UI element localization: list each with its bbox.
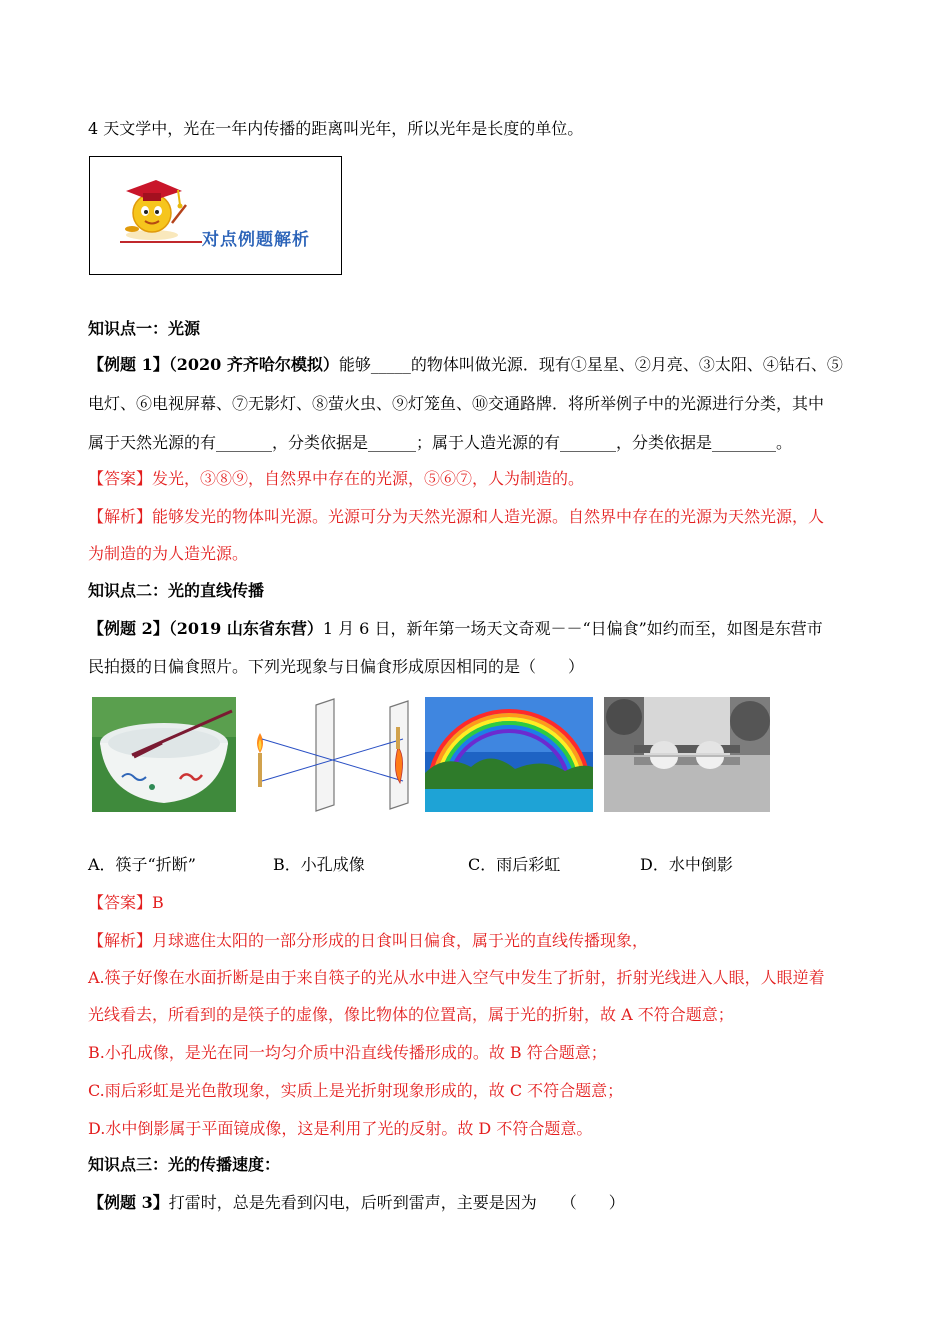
answer-tag: 【答案】 bbox=[88, 893, 153, 912]
knowledge-point-2-heading: 知识点二：光的直线传播 bbox=[88, 581, 265, 600]
analysis-text: 月球遮住太阳的一部分形成的日食叫日偏食，属于光的直线传播现象， bbox=[152, 931, 649, 950]
example-2-text: 1 月 6 日，新年第一场天文奇观－－“日偏食”如约而至，如图是东营市 bbox=[322, 619, 823, 638]
knowledge-point-3-heading: 知识点三：光的传播速度： bbox=[88, 1155, 281, 1174]
example-1-text: 能够_____的物体叫做光源．现有①星星、②月亮、③太阳、④钻石、⑤ bbox=[338, 355, 843, 374]
option-c: C．雨后彩虹 bbox=[468, 855, 561, 874]
banner-divider bbox=[120, 241, 202, 243]
option-a: A．筷子“折断” bbox=[88, 855, 196, 874]
example-3-tag: 【例题 3】 bbox=[88, 1193, 169, 1212]
answer-tag: 【答案】 bbox=[88, 469, 153, 488]
example-2-tag: 【例题 2】 bbox=[88, 619, 169, 638]
example-1-answer bbox=[88, 467, 584, 491]
chopstick-bowl-image bbox=[92, 697, 236, 812]
example-1-analysis-line-2: 为制造的为人造光源。 bbox=[88, 544, 249, 563]
analysis-text: 能够发光的物体叫光源。光源可分为天然光源和人造光源。自然界中存在的光源为天然光源，人 bbox=[152, 507, 825, 526]
graduate-mascot-icon bbox=[112, 171, 192, 249]
rainbow-image bbox=[425, 697, 593, 812]
example-2-line-1 bbox=[88, 617, 823, 641]
section-banner bbox=[89, 156, 342, 275]
answer-text: B bbox=[152, 893, 164, 912]
example-3-text: 打雷时，总是先看到闪电，后听到雷声，主要是因为 （ ） bbox=[168, 1193, 625, 1212]
example-1-source: （2020 齐齐哈尔模拟） bbox=[168, 355, 339, 374]
example-1-analysis-line-1 bbox=[88, 505, 824, 529]
analysis-option-a-line-1: A.筷子好像在水面折断是由于来自筷子的光从水中进入空气中发生了折射，折射光线进入人眼，人眼逆着 bbox=[88, 968, 825, 987]
example-1-tag: 【例题 1】 bbox=[88, 355, 169, 374]
analysis-option-a-line-2: 光线看去，所看到的是筷子的虚像，像比物体的位置高，属于光的折射，故 A 不符合题意； bbox=[88, 1005, 734, 1024]
example-2-answer bbox=[88, 891, 164, 915]
analysis-option-d: D.水中倒影属于平面镜成像，这是利用了光的反射。故 D 不符合题意。 bbox=[88, 1119, 593, 1138]
option-d: D．水中倒影 bbox=[640, 855, 733, 874]
analysis-option-c: C.雨后彩虹是光色散现象，实质上是光折射现象形成的，故 C 不符合题意； bbox=[88, 1081, 624, 1100]
analysis-tag: 【解析】 bbox=[88, 507, 153, 526]
example-1-line-3: 属于天然光源的有_______，分类依据是______；属于人造光源的有_______，分类依据是________。 bbox=[88, 433, 793, 452]
example-2-analysis-lead bbox=[88, 929, 648, 953]
bridge-reflection-image bbox=[604, 697, 770, 812]
example-2-line-2: 民拍摄的日偏食照片。下列光现象与日偏食形成原因相同的是（ ） bbox=[88, 657, 585, 676]
pinhole-imaging-image bbox=[248, 697, 416, 812]
example-3-line-1 bbox=[88, 1191, 625, 1215]
analysis-option-b: B.小孔成像，是光在同一均匀介质中沿直线传播形成的。故 B 符合题意； bbox=[88, 1043, 607, 1062]
answer-text: 发光，③⑧⑨，自然界中存在的光源，⑤⑥⑦，人为制造的。 bbox=[152, 469, 585, 488]
option-b: B．小孔成像 bbox=[273, 855, 365, 874]
example-1-line-2: 电灯、⑥电视屏幕、⑦无影灯、⑧萤火虫、⑨灯笼鱼、⑩交通路牌．将所举例子中的光源进行分类，其中 bbox=[88, 394, 825, 413]
example-2-source: （2019 山东省东营） bbox=[168, 619, 323, 638]
intro-line: 4 天文学中，光在一年内传播的距离叫光年，所以光年是长度的单位。 bbox=[88, 119, 584, 138]
knowledge-point-1-heading: 知识点一：光源 bbox=[88, 319, 201, 338]
banner-title: 对点例题解析 bbox=[202, 230, 310, 250]
analysis-tag: 【解析】 bbox=[88, 931, 153, 950]
example-1-line-1 bbox=[88, 353, 843, 377]
